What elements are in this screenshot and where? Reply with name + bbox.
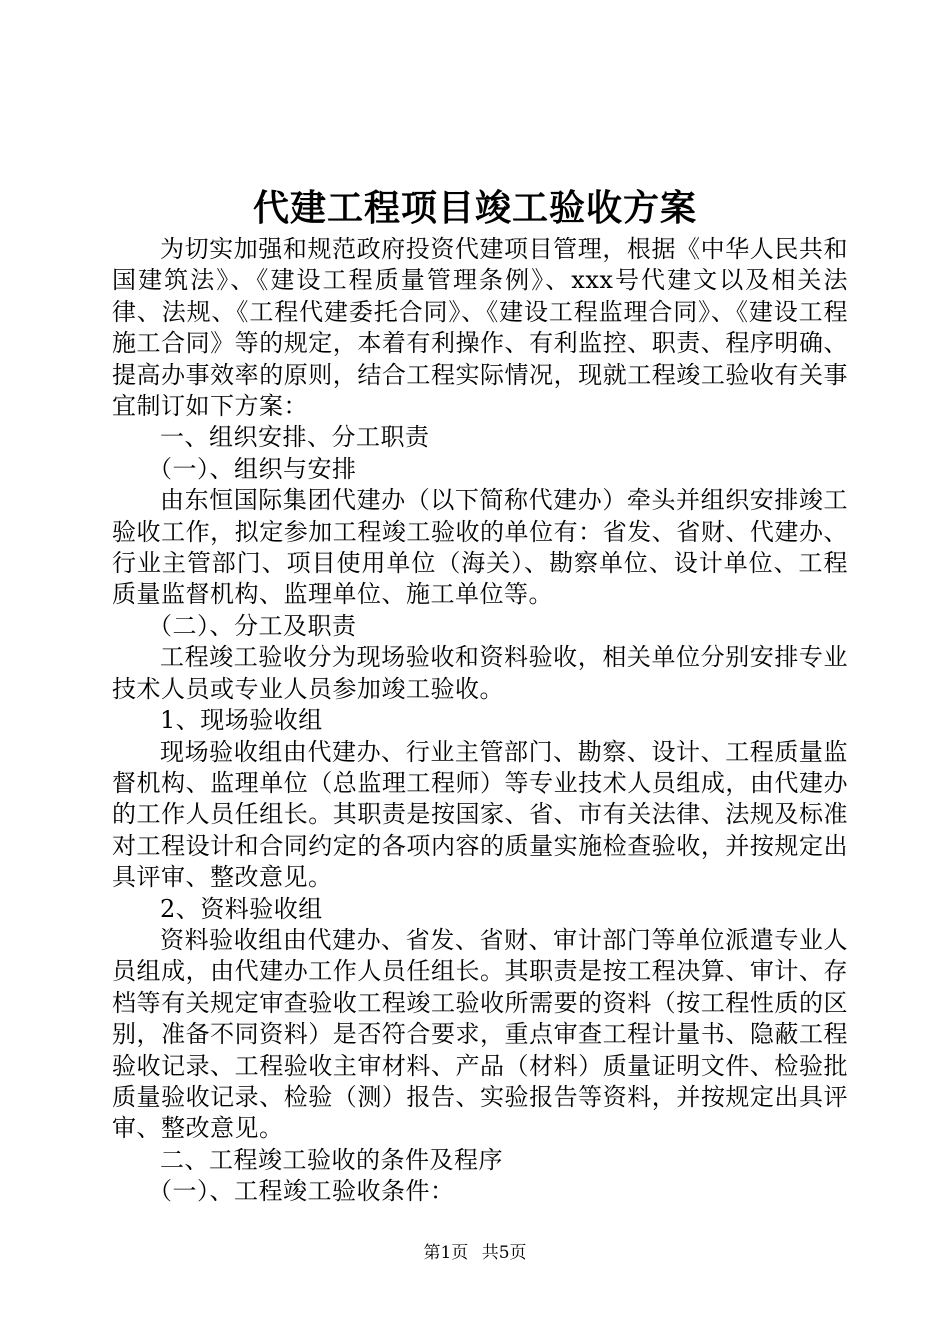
intro-paragraph: 为切实加强和规范政府投资代建项目管理，根据《中华人民共和国建筑法》、《建设工程质量管理条例》、xxx号代建文以及相关法律、法规、《工程代建委托合同》、《建设工程监理合同》、《建设工程施工合同》等的规定，本着有利操作、有利监控、职责、程序明确、提高办事效率的原则，结合工程实际情况，现就工程竣工验收有关事宜制订如下方案： (112, 235, 848, 421)
item-heading-site-group: 1、现场验收组 (160, 706, 323, 735)
subsection-heading-2-1: （一）、工程竣工验收条件： (148, 1177, 455, 1206)
page-number: 第1页 (423, 1243, 469, 1263)
item-heading-document-group: 2、资料验收组 (160, 894, 323, 923)
document-title: 代建工程项目竣工验收方案 (252, 187, 697, 229)
paragraph-division: 工程竣工验收分为现场验收和资料验收，相关单位分别安排专业技术人员或专业人员参加竣工验收。 (112, 643, 848, 703)
section-heading-2: 二、工程竣工验收的条件及程序 (160, 1145, 503, 1174)
paragraph-site-group: 现场验收组由代建办、行业主管部门、勘察、设计、工程质量监督机构、监理单位（总监理工程师）等专业技术人员组成，由代建办的工作人员任组长。其职责是按国家、省、市有关法律、法规及标准对工程设计和合同约定的各项内容的质量实施检查验收，并按规定出具评审、整改意见。 (112, 737, 848, 892)
page-footer (0, 1242, 950, 1264)
paragraph-document-group: 资料验收组由代建办、省发、省财、审计部门等单位派遣专业人员组成，由代建办工作人员任组长。其职责是按工程决算、审计、存档等有关规定审查验收工程竣工验收所需要的资料（按工程性质的区别，准备不同资料）是否符合要求，重点审查工程计量书、隐蔽工程验收记录、工程验收主审材料、产品（材料）质量证明文件、检验批质量验收记录、检验（测）报告、实验报告等资料，并按规定出具评审、整改意见。 (112, 925, 848, 1143)
subsection-heading-1-1: （一）、组织与安排 (148, 454, 357, 483)
page-total: 共5页 (481, 1243, 527, 1263)
subsection-heading-1-2: （二）、分工及职责 (148, 611, 357, 640)
section-heading-1: 一、组织安排、分工职责 (160, 423, 430, 452)
document-body (112, 234, 848, 1208)
paragraph-organization: 由东恒国际集团代建办（以下简称代建办）牵头并组织安排竣工验收工作，拟定参加工程竣工验收的单位有：省发、省财、代建办、行业主管部门、项目使用单位（海关）、勘察单位、设计单位、工程质量监督机构、监理单位、施工单位等。 (112, 486, 848, 609)
